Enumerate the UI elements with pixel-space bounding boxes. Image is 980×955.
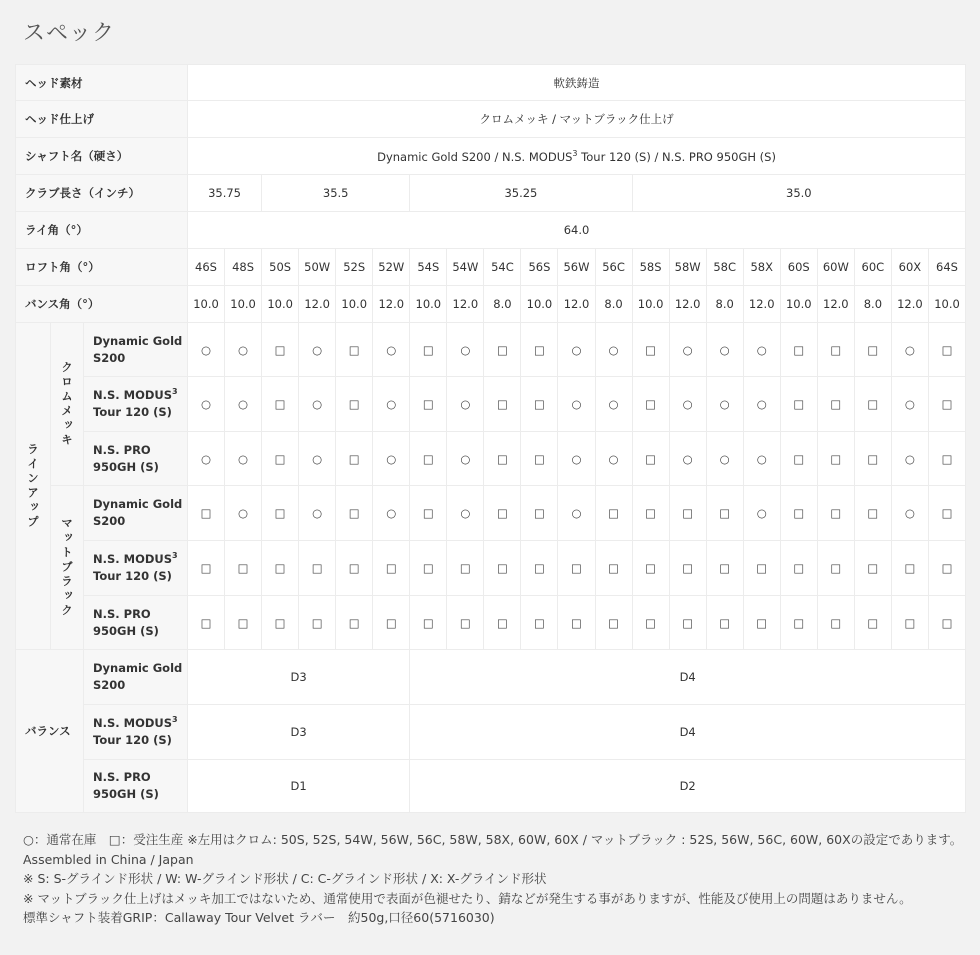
availability-mark: □	[188, 596, 225, 650]
availability-mark: □	[262, 323, 299, 377]
availability-mark: □	[854, 486, 891, 541]
bounce-value: 10.0	[225, 286, 262, 323]
bounce-value: 10.0	[336, 286, 373, 323]
head-finish-label: ヘッド仕上げ	[16, 101, 188, 138]
availability-mark: ○	[373, 323, 410, 377]
table-row	[16, 486, 966, 541]
availability-mark: □	[632, 432, 669, 486]
availability-mark: □	[410, 432, 447, 486]
availability-mark: □	[928, 377, 965, 432]
availability-mark: □	[262, 596, 299, 650]
availability-mark: □	[891, 596, 928, 650]
availability-mark: ○	[669, 323, 706, 377]
availability-mark: □	[225, 541, 262, 596]
bounce-value: 10.0	[521, 286, 558, 323]
availability-mark: □	[595, 486, 632, 541]
availability-mark: ○	[299, 486, 336, 541]
availability-mark: □	[595, 596, 632, 650]
availability-mark: □	[373, 541, 410, 596]
availability-mark: □	[447, 596, 484, 650]
note-line: 標準シャフト装着GRIP：Callaway Tour Velvet ラバー 約50g,口径60(5716030)	[23, 910, 495, 925]
availability-mark: □	[558, 541, 595, 596]
availability-mark: ○	[188, 323, 225, 377]
availability-mark: ○	[225, 377, 262, 432]
availability-mark: □	[632, 596, 669, 650]
availability-mark: □	[780, 377, 817, 432]
availability-mark: □	[188, 486, 225, 541]
availability-mark: □	[336, 377, 373, 432]
head-material-label: ヘッド素材	[16, 65, 188, 101]
club-length-value: 35.0	[632, 175, 966, 212]
availability-mark: □	[521, 323, 558, 377]
note-line: ○：通常在庫 □：受注生産 ※左用はクロム: 50S, 52S, 54W, 56W, 56C, 58W, 58X, 60W, 60X / マットブラック : 52S, 56W, 56C, 60W, 60Xの設定であります。	[23, 832, 963, 847]
availability-mark: ○	[743, 486, 780, 541]
loft-value: 60X	[891, 249, 928, 286]
availability-mark: □	[521, 541, 558, 596]
lineup-shaft-name: Dynamic Gold S200	[84, 323, 188, 377]
loft-value: 60S	[780, 249, 817, 286]
head-material-value: 軟鉄鋳造	[188, 65, 966, 101]
balance-shaft-name: N.S. PRO 950GH (S)	[84, 760, 188, 813]
availability-mark: ○	[188, 432, 225, 486]
availability-mark: ○	[595, 377, 632, 432]
superscript: 3	[172, 387, 178, 397]
finish-group-label: クロムメッキ	[51, 323, 84, 486]
availability-mark: □	[262, 486, 299, 541]
availability-mark: □	[558, 596, 595, 650]
availability-mark: □	[706, 596, 743, 650]
loft-value: 54C	[484, 249, 521, 286]
table-row	[16, 432, 966, 486]
table-row	[16, 650, 966, 705]
availability-mark: ○	[299, 432, 336, 486]
availability-mark: □	[632, 377, 669, 432]
availability-mark: □	[780, 541, 817, 596]
table-row	[16, 65, 966, 101]
availability-mark: ○	[891, 377, 928, 432]
availability-mark: □	[817, 432, 854, 486]
availability-mark: □	[780, 432, 817, 486]
bounce-value: 10.0	[632, 286, 669, 323]
club-length-value: 35.75	[188, 175, 262, 212]
loft-value: 50S	[262, 249, 299, 286]
availability-mark: □	[854, 432, 891, 486]
availability-mark: □	[817, 486, 854, 541]
bounce-value: 12.0	[558, 286, 595, 323]
availability-mark: □	[299, 596, 336, 650]
availability-mark: ○	[299, 377, 336, 432]
availability-mark: □	[484, 596, 521, 650]
bounce-value: 10.0	[410, 286, 447, 323]
loft-value: 56W	[558, 249, 595, 286]
loft-value: 56C	[595, 249, 632, 286]
loft-angle-label: ロフト角（°）	[16, 249, 188, 286]
balance-value: D4	[410, 650, 966, 705]
lineup-shaft-name: Dynamic Gold S200	[84, 486, 188, 541]
availability-mark: ○	[447, 432, 484, 486]
availability-mark: ○	[225, 432, 262, 486]
availability-mark: □	[632, 323, 669, 377]
table-row	[16, 760, 966, 813]
availability-mark: □	[521, 432, 558, 486]
availability-mark: □	[817, 323, 854, 377]
availability-mark: ○	[373, 486, 410, 541]
table-row	[16, 175, 966, 212]
table-row	[16, 377, 966, 432]
lineup-shaft-name: N.S. PRO 950GH (S)	[84, 432, 188, 486]
availability-mark: □	[336, 596, 373, 650]
loft-value: 64S	[928, 249, 965, 286]
superscript: 3	[572, 148, 578, 158]
lineup-shaft-name: N.S. MODUS$^3$ Tour 120 (S)	[84, 541, 188, 596]
availability-mark: □	[780, 323, 817, 377]
superscript: 3	[172, 551, 178, 561]
availability-mark: □	[225, 596, 262, 650]
spec-table	[15, 64, 966, 813]
availability-mark: □	[780, 596, 817, 650]
availability-mark: ○	[558, 486, 595, 541]
availability-mark: □	[299, 541, 336, 596]
bounce-value: 10.0	[262, 286, 299, 323]
availability-mark: □	[817, 596, 854, 650]
bounce-value: 10.0	[928, 286, 965, 323]
availability-mark: □	[484, 432, 521, 486]
availability-mark: □	[928, 323, 965, 377]
loft-value: 54W	[447, 249, 484, 286]
club-length-label: クラブ長さ（インチ）	[16, 175, 188, 212]
head-finish-value: クロムメッキ / マットブラック仕上げ	[188, 101, 966, 138]
availability-mark: □	[780, 486, 817, 541]
availability-mark: □	[817, 541, 854, 596]
balance-value: D2	[410, 760, 966, 813]
notes	[23, 830, 962, 928]
availability-mark: □	[188, 541, 225, 596]
loft-value: 52W	[373, 249, 410, 286]
availability-mark: □	[410, 323, 447, 377]
availability-mark: □	[410, 596, 447, 650]
availability-mark: ○	[743, 432, 780, 486]
lineup-shaft-name: N.S. PRO 950GH (S)	[84, 596, 188, 650]
availability-mark: □	[262, 541, 299, 596]
bounce-value: 10.0	[188, 286, 225, 323]
availability-mark: □	[817, 377, 854, 432]
availability-mark: □	[854, 596, 891, 650]
note-line: Assembled in China / Japan	[23, 851, 194, 867]
note-line: ※ マットブラック仕上げはメッキ加工ではないため、通常使用で表面が色褪せたり、錆などが発生する事がありますが、性能及び使用上の問題はありません。	[23, 890, 912, 906]
table-row	[16, 286, 966, 323]
availability-mark: □	[336, 486, 373, 541]
availability-mark: □	[669, 486, 706, 541]
table-row	[16, 323, 966, 377]
availability-mark: ○	[558, 432, 595, 486]
note-line: ※ S: S-グラインド形状 / W: W-グラインド形状 / C: C-グラインド形状 / X: X-グラインド形状	[23, 871, 547, 886]
availability-mark: □	[373, 596, 410, 650]
availability-mark: □	[928, 596, 965, 650]
bounce-value: 10.0	[780, 286, 817, 323]
availability-mark: ○	[447, 486, 484, 541]
availability-mark: □	[521, 596, 558, 650]
availability-mark: □	[595, 541, 632, 596]
availability-mark: □	[521, 377, 558, 432]
club-length-value: 35.25	[410, 175, 632, 212]
availability-mark: □	[854, 377, 891, 432]
availability-mark: ○	[706, 432, 743, 486]
availability-mark: □	[484, 486, 521, 541]
bounce-value: 12.0	[817, 286, 854, 323]
availability-mark: □	[928, 432, 965, 486]
loft-value: 50W	[299, 249, 336, 286]
loft-value: 52S	[336, 249, 373, 286]
bounce-value: 12.0	[743, 286, 780, 323]
availability-mark: □	[743, 596, 780, 650]
availability-mark: □	[928, 486, 965, 541]
availability-mark: ○	[669, 432, 706, 486]
balance-shaft-name: N.S. MODUS$^3$ Tour 120 (S)	[84, 705, 188, 760]
availability-mark: □	[262, 432, 299, 486]
availability-mark: ○	[299, 323, 336, 377]
loft-value: 58X	[743, 249, 780, 286]
availability-mark: □	[854, 323, 891, 377]
availability-mark: □	[632, 486, 669, 541]
availability-mark: ○	[188, 377, 225, 432]
loft-value: 58S	[632, 249, 669, 286]
balance-shaft-name: Dynamic Gold S200	[84, 650, 188, 705]
availability-mark: □	[743, 541, 780, 596]
availability-mark: ○	[891, 432, 928, 486]
availability-mark: □	[632, 541, 669, 596]
availability-mark: □	[447, 541, 484, 596]
availability-mark: □	[669, 596, 706, 650]
availability-mark: □	[706, 541, 743, 596]
availability-mark: □	[336, 541, 373, 596]
availability-mark: ○	[706, 377, 743, 432]
availability-mark: □	[484, 377, 521, 432]
availability-mark: □	[410, 486, 447, 541]
loft-value: 60C	[854, 249, 891, 286]
lineup-shaft-name: N.S. MODUS$^3$ Tour 120 (S)	[84, 377, 188, 432]
availability-mark: □	[410, 377, 447, 432]
table-row	[16, 705, 966, 760]
availability-mark: ○	[595, 432, 632, 486]
table-row	[16, 541, 966, 596]
shaft-name-value: Dynamic Gold S200 / N.S. MODUS$^3$ Tour 120 (S) / N.S. PRO 950GH (S)	[188, 138, 966, 175]
shaft-name-label: シャフト名（硬さ）	[16, 138, 188, 175]
loft-value: 46S	[188, 249, 225, 286]
balance-value: D4	[410, 705, 966, 760]
availability-mark: □	[336, 432, 373, 486]
availability-mark: ○	[447, 377, 484, 432]
loft-value: 54S	[410, 249, 447, 286]
availability-mark: □	[854, 541, 891, 596]
bounce-value: 12.0	[299, 286, 336, 323]
bounce-angle-label: バンス角（°）	[16, 286, 188, 323]
availability-mark: ○	[891, 486, 928, 541]
superscript: 3	[172, 715, 178, 725]
availability-mark: ○	[225, 323, 262, 377]
balance-value: D1	[188, 760, 410, 813]
availability-mark: ○	[669, 377, 706, 432]
loft-value: 58W	[669, 249, 706, 286]
bounce-value: 8.0	[484, 286, 521, 323]
availability-mark: ○	[373, 432, 410, 486]
availability-mark: ○	[447, 323, 484, 377]
lie-angle-value: 64.0	[188, 212, 966, 249]
availability-mark: □	[262, 377, 299, 432]
bounce-value: 12.0	[891, 286, 928, 323]
table-row	[16, 212, 966, 249]
lie-angle-label: ライ角（°）	[16, 212, 188, 249]
availability-mark: □	[891, 541, 928, 596]
loft-value: 60W	[817, 249, 854, 286]
availability-mark: □	[521, 486, 558, 541]
availability-mark: □	[706, 486, 743, 541]
availability-mark: ○	[595, 323, 632, 377]
finish-group-label: マットブラック	[51, 486, 84, 650]
availability-mark: □	[484, 541, 521, 596]
availability-mark: ○	[743, 323, 780, 377]
table-row	[16, 596, 966, 650]
loft-value: 58C	[706, 249, 743, 286]
availability-mark: ○	[706, 323, 743, 377]
table-row	[16, 101, 966, 138]
availability-mark: □	[410, 541, 447, 596]
table-row	[16, 138, 966, 175]
availability-mark: ○	[891, 323, 928, 377]
loft-value: 56S	[521, 249, 558, 286]
lineup-label: ラインアップ	[16, 323, 51, 650]
availability-mark: □	[336, 323, 373, 377]
table-row	[16, 249, 966, 286]
bounce-value: 12.0	[373, 286, 410, 323]
bounce-value: 8.0	[706, 286, 743, 323]
availability-mark: ○	[225, 486, 262, 541]
availability-mark: □	[928, 541, 965, 596]
bounce-value: 12.0	[669, 286, 706, 323]
loft-value: 48S	[225, 249, 262, 286]
availability-mark: ○	[558, 377, 595, 432]
availability-mark: ○	[558, 323, 595, 377]
bounce-value: 8.0	[595, 286, 632, 323]
availability-mark: □	[484, 323, 521, 377]
bounce-value: 8.0	[854, 286, 891, 323]
availability-mark: ○	[373, 377, 410, 432]
balance-label: バランス	[16, 650, 84, 813]
balance-value: D3	[188, 650, 410, 705]
page-title: スペック	[23, 21, 116, 46]
club-length-value: 35.5	[262, 175, 410, 212]
availability-mark: ○	[743, 377, 780, 432]
bounce-value: 12.0	[447, 286, 484, 323]
availability-mark: □	[669, 541, 706, 596]
balance-value: D3	[188, 705, 410, 760]
